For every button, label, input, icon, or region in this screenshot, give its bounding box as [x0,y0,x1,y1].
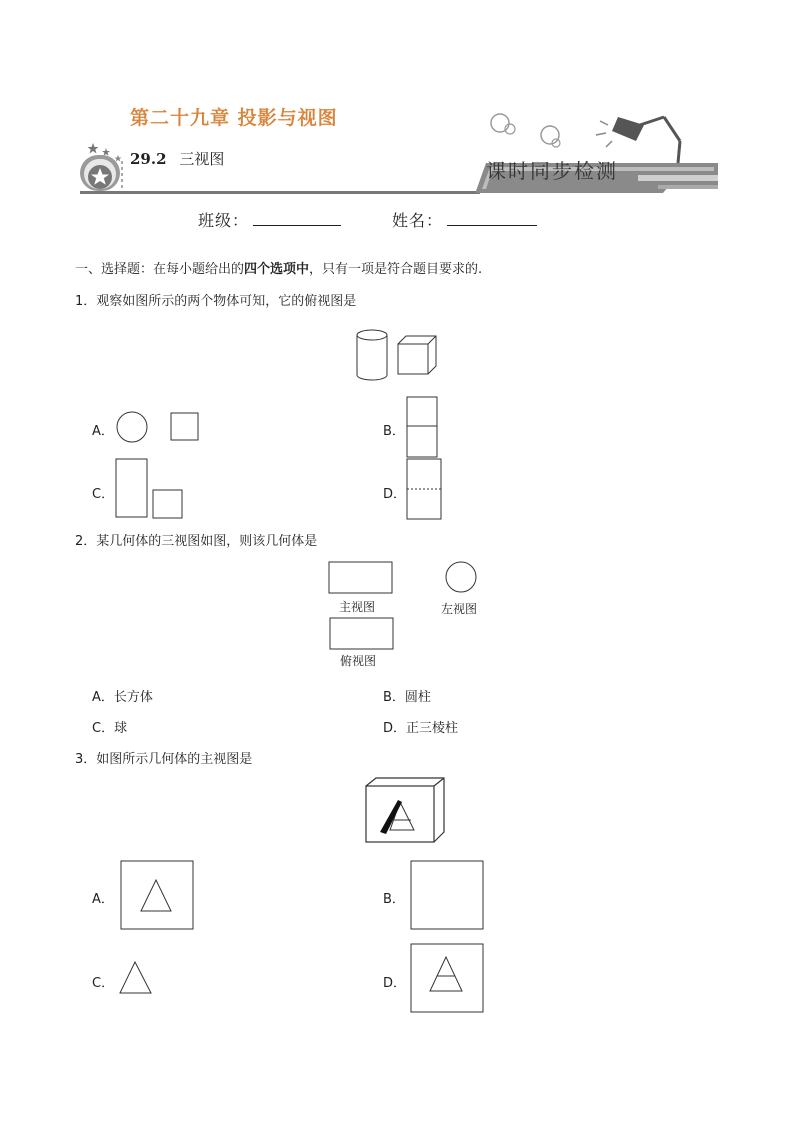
class-label: 班级： [198,211,250,230]
q2-left-view-label: 左视图 [441,602,478,616]
q2-option-d[interactable]: D．正三棱柱 [383,721,459,736]
instructions-part2: 四个选项中 [244,262,310,277]
class-field [198,208,341,231]
question-3-stem: 3．如图所示几何体的主视图是 [75,752,253,767]
q3-option-b-label[interactable]: B． [383,892,405,907]
question-1-stem: 1．观察如图所示的两个物体可知，它的俯视图是 [75,294,357,309]
instructions [75,258,482,277]
question-1-figure [352,326,442,384]
q3-option-a-figure[interactable] [120,860,196,932]
q1-option-d-figure[interactable] [406,458,444,522]
chapter-title: 第二十九章 投影与视图 [130,107,338,129]
star-medal-icon [80,143,122,191]
q3-option-c-label[interactable]: C． [92,976,115,991]
q1-option-b-label[interactable]: B． [383,424,405,439]
section-name: 三视图 [179,150,225,168]
q3-option-d-label[interactable]: D． [383,976,407,991]
instructions-part3: ，只有一项是符合题目要求的. [309,262,483,277]
q1-option-a-figure[interactable] [115,410,205,444]
q1-option-a-label[interactable]: A． [92,424,114,439]
q2-front-view-label: 主视图 [339,600,376,614]
q2-top-view-label: 俯视图 [340,654,377,668]
question-2-stem: 2．某几何体的三视图如图，则该几何体是 [75,534,318,549]
badge-text: 课时同步检测 [486,159,618,183]
q2-option-a[interactable]: A．长方体 [92,690,153,705]
q2-option-c[interactable]: C．球 [92,721,128,736]
section-number: 29.2 [130,150,167,168]
class-blank[interactable] [253,211,341,226]
q3-option-a-label[interactable]: A． [92,892,114,907]
q3-option-b-figure[interactable] [410,860,486,932]
q1-option-d-label[interactable]: D． [383,487,407,502]
instructions-part1: 一、选择题：在每小题给出的 [75,262,245,277]
q3-option-d-figure[interactable] [410,943,486,1015]
q2-left-view-figure [444,561,478,595]
q1-option-c-figure[interactable] [115,458,185,520]
q1-option-b-figure[interactable] [406,396,438,458]
name-field [392,208,537,231]
q3-option-c-figure[interactable] [118,960,154,996]
q1-option-c-label[interactable]: C． [92,487,115,502]
q2-option-b[interactable]: B．圆柱 [383,690,431,705]
question-3-figure [364,776,448,846]
name-blank[interactable] [447,211,537,226]
name-label: 姓名： [392,211,444,230]
q2-front-view-figure [328,561,394,595]
q2-top-view-figure [329,617,395,651]
section-title [130,148,224,169]
